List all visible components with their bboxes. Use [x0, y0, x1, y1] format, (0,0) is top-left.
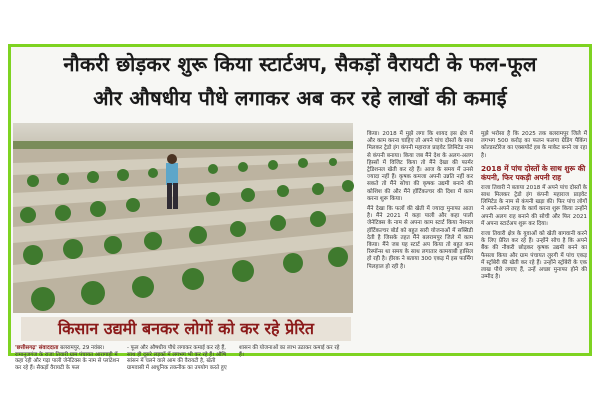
column-2-paragraph-2: राजा तिवारी ने बताया 2018 में अपने पांच दोस्तों के साथ मिलकर ट्रेडो इंग कंपनी महाराज प्राइवेट लिमिटेड के नाम से कंपनी खड़ा की। फिर पांच लोगों ने अपने-अपने तरह के कार्य करना शुरू किया उन्होंने अपनी अलग राह बनाने की सोची और फिर 2021 में अपना स्टार्टअप शुरू कर दिया।	[481, 184, 587, 227]
bottom-column-3: शासन की योजनाओं का लाभ उठाकर कमाई कर रहे हैं।	[239, 345, 340, 358]
column-1-paragraph-2: मैंने देखा कि फलों की खेती में ज्यादा मुनाफा आता है। मैंने 2021 में कहा पाली और कहा पाली जेनेटिक्स के नाम से अपना काम स्टार्ट किया नेशनल हॉर्टिकल्चर बोर्ड को बहुत सारी योजनाओं में सब्सिडी देती है जिसके तहत मैंने बलरामपुर जिले में काम किया। मैंने जब यह स्टार्ट अप किया तो बहुत कम रिस्पॉन्स था समय के साथ लगातार कामयाबी हासिल हो रही है। हीरक ने बताया 300 एकड़ में इस फार्मिंग पिलहाल हो रही है।	[367, 206, 473, 270]
bottom-column-2: - फूल और औषधीय पौधे लगाकर कमाई कर रहे हैं, साथ ही दूसरे लड़कों में लगभग भी कर रहे हैं। औषि सांसन में चलने वाले आम की वैरायटी है, खेती ग्रामवासी में आधुनिक तकनीक का उपयोग करते हुए	[127, 345, 227, 371]
newspaper-clipping	[8, 44, 592, 371]
bottom-text-columns	[15, 345, 345, 371]
headline-line-1: नौकरी छोड़कर शुरू किया स्टार्टअप, सैकड़ों वैरायटी के फल-फूल	[63, 52, 537, 76]
column-2-subheading: 2018 में पांच दोस्तों के साथ शुरू की कंपनी, फिर पकड़ी अपनी राह	[481, 163, 586, 182]
text-column-1	[367, 131, 473, 357]
column-1-paragraph-1: किया। 2018 में मुझे लगा कि शायद इस क्षेत्र में और काम करना चाहिए तो अपने पांच दोस्तों के साथ मिलकर ट्रेडो इंग कंपनी महाराज प्राइवेट लिमिटेड नाम से कंपनी बनाया। किया जब मैंने देश के अलग-अलग हिस्सों में विजिट किया तो मैंने देखा की फार्मर ट्रेडिशनल खेती कर रहे हैं। आज के समय में उनसे ज्यादा नहीं हैं। कृषक कमजा अपनी उन्नति नहीं कर सकते तो मैंने सोचा की कृषक उद्यमी बनाने की कोशिश की और मैंने हॉर्टिकल्चर की दिशा में काम करना शुरू किया।	[367, 131, 473, 202]
column-2-paragraph-3: राजा तिवारी क्षेत्र के युवाओं को खेती बागवानी करने के लिए प्रेरित कर रहे हैं। उन्होंने सोच है कि अपने बैंक की नौकरी छोड़कर कृषक उद्यमी बनने का फैसला किया और ग्राम पंचायत लुरगी में पांच एकड़ में स्ट्रॉबेरी की खेती कर रहे हैं। उन्होंने स्ट्रॉबेरी के एक लाख पौधे लगाए हैं, उन्हें अच्छा मुनाफा होने की उम्मीद है।	[481, 231, 587, 281]
farm-photo	[13, 123, 353, 313]
bottom-column-1	[15, 345, 121, 371]
column-2-paragraph-1: मुझे भरोसा है कि 2025 तक बलरामपुर जिले में लगभग 500 करोड़ का फलन फलगा ग्रेडिंग पैकिंग कोल्डस्टोरेज का एक्सपोर्ट हब के माकेट बनने जा रहा है।	[481, 131, 587, 159]
headline	[11, 47, 589, 115]
headline-line-2: और औषधीय पौधे लगाकर अब कर रहे लाखों की कमाई	[93, 86, 507, 110]
photo-caption: किसान उद्यमी बनकर लोगों को कर रहे प्रेरित	[21, 317, 351, 341]
byline: 'छत्तीसगढ़' संवाददाता	[15, 345, 59, 351]
bottom-column-1-text: बलरामपुर, 29 नवंबर। रामानुजगंज के राजा तिवारी ग्राम पंचायत आरागाही में कहा रही और गढ़ा पाली जेनेटिक्स के नाम से प्लांटेशन कर रहे हैं। सैकड़ों वैरायटी के फल	[15, 345, 120, 371]
text-column-2	[481, 131, 587, 357]
